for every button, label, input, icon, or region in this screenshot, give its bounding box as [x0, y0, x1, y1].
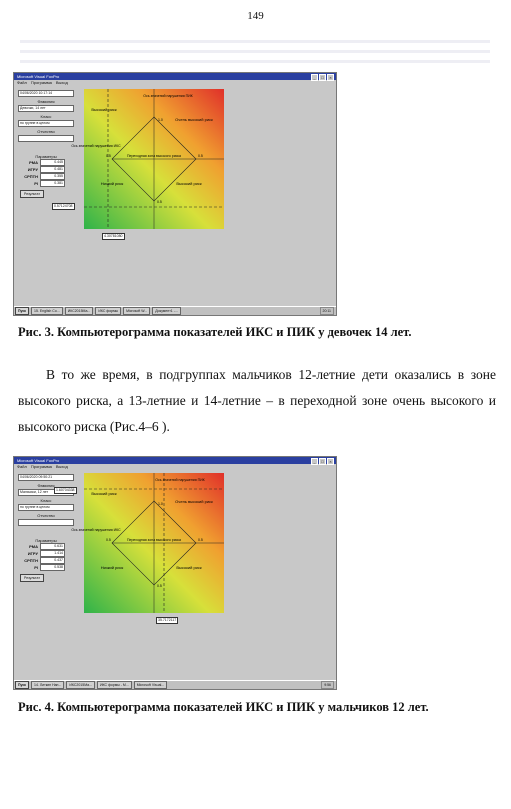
y-value-box: 35.7172117	[158, 618, 177, 622]
params-title: Параметры	[35, 538, 57, 543]
tick-label: 0.5	[106, 538, 111, 542]
label-surname: Фамилия	[37, 99, 55, 104]
bleed-through	[20, 60, 490, 63]
window-titlebar	[14, 73, 336, 80]
taskbar-item[interactable]: ИКС формы	[95, 307, 121, 315]
param-name: СРПТН	[24, 174, 38, 179]
param-row	[16, 543, 76, 550]
taskbar	[14, 680, 336, 689]
label-patronymic: Отчество	[37, 513, 55, 518]
tick-label: 1.0	[158, 502, 163, 506]
figure-3-screenshot	[13, 72, 337, 316]
bleed-through	[20, 50, 490, 53]
risk-chart	[71, 473, 224, 613]
label-patronymic: Отчество	[37, 129, 55, 134]
taskbar-item[interactable]: Microsoft Visual...	[134, 681, 168, 689]
risk-chart	[71, 89, 224, 229]
window-title: Microsoft Visual FoxPro	[17, 458, 60, 463]
window-title: Microsoft Visual FoxPro	[17, 74, 60, 79]
zone-label: Очень высокий риск	[175, 499, 213, 504]
zone-label: Ось значений нарушения ПИК	[155, 478, 205, 482]
tick-label: 0.5	[198, 154, 203, 158]
menu-item-file[interactable]: Файл	[17, 464, 27, 469]
taskbar-item[interactable]: 15. English Co...	[31, 307, 63, 315]
param-row	[16, 159, 76, 166]
zone-label: Переходная зона высокого риска	[127, 538, 181, 542]
taskbar-clock: 20:11	[320, 307, 335, 315]
param-value[interactable]: 0.437	[40, 557, 65, 564]
body-paragraph: В то же время, в подгруппах мальчиков 12-летние дети оказались в зоне высокого риска, а 13-летние и 14-летние – в переходной зоне очень высокого и высокого риска (Рис.4–6 ).	[18, 367, 496, 434]
taskbar-item[interactable]: 14. Литкин Нап...	[31, 681, 64, 689]
param-value[interactable]: 1.414	[40, 550, 65, 557]
y-value-box: 4.30781080	[104, 234, 123, 238]
zone-label: Низкий риск	[100, 181, 124, 186]
param-name: PI	[34, 181, 38, 186]
menu-item-file[interactable]: Файл	[17, 80, 27, 85]
param-name: СРПТН	[24, 558, 38, 563]
params-title: Параметры	[35, 154, 57, 159]
zone-label: Ось значений нарушения ИКС	[71, 144, 121, 148]
param-name: ИГРУ	[27, 167, 38, 172]
zone-label: Высокий риск	[176, 181, 202, 186]
result-button[interactable]: Результат	[20, 574, 44, 582]
figure-3-caption: Рис. 3. Компьютерограмма показателей ИКС и ПИК у девочек 14 лет.	[18, 325, 412, 339]
tick-label: 0.5	[157, 200, 162, 204]
x-value-box: 0.57124708	[54, 204, 73, 208]
taskbar-clock: 9:56	[321, 681, 334, 689]
patronymic-field[interactable]	[18, 519, 74, 526]
class-field[interactable]: по группе в целом	[18, 120, 74, 127]
param-row	[16, 173, 76, 180]
figure-4-caption: Рис. 4. Компьютерограмма показателей ИКС и ПИК у мальчиков 12 лет.	[18, 700, 429, 714]
param-row	[16, 564, 76, 571]
param-row	[16, 180, 76, 187]
risk-chart-svg	[71, 89, 224, 229]
zone-label: Очень высокий риск	[175, 117, 213, 122]
tick-label: 0.5	[198, 538, 203, 542]
risk-chart-svg	[71, 473, 224, 613]
param-name: PI	[34, 565, 38, 570]
menu-item-exit[interactable]: Выход	[55, 80, 68, 85]
x-value-box: 1.60704338	[56, 488, 75, 492]
param-value[interactable]: 0.481	[40, 166, 65, 173]
param-value[interactable]: 0.631	[40, 543, 65, 550]
label-surname: Фамилия	[37, 483, 55, 488]
param-value[interactable]: 0.355	[40, 173, 65, 180]
close-icon[interactable]: ×	[327, 74, 334, 81]
figure-4-screenshot	[13, 456, 337, 690]
menu-bar	[14, 80, 336, 86]
param-row	[16, 550, 76, 557]
tick-label: 0.5	[157, 584, 162, 588]
maximize-icon[interactable]: □	[319, 74, 326, 81]
label-class: Класс	[40, 498, 52, 503]
param-value[interactable]: 0.381	[40, 180, 65, 187]
tick-label: 1.0	[158, 118, 163, 122]
taskbar-item[interactable]: ИКС формы - М...	[97, 681, 132, 689]
result-button[interactable]: Результат	[20, 190, 44, 198]
patronymic-field[interactable]	[18, 135, 74, 142]
param-value[interactable]: 0.538	[40, 564, 65, 571]
menu-bar	[14, 464, 336, 470]
close-icon[interactable]: ×	[327, 458, 334, 465]
start-button[interactable]: Пуск	[15, 681, 29, 689]
label-class: Класс	[40, 114, 52, 119]
left-panel	[16, 89, 76, 198]
zone-label: Низкий риск	[100, 565, 124, 570]
zone-label: Высокий риск	[91, 107, 117, 112]
minimize-icon[interactable]: _	[311, 74, 318, 81]
name-field[interactable]: Девочки, 14 лет	[18, 105, 74, 112]
zone-label: Высокий риск	[91, 491, 117, 496]
param-row	[16, 557, 76, 564]
param-name: РМА	[29, 160, 38, 165]
name-field[interactable]: Мальчики, 12 лет	[18, 489, 74, 496]
tick-label: 0.5	[106, 154, 111, 158]
menu-item-program[interactable]: Программа	[30, 80, 52, 85]
param-row	[16, 166, 76, 173]
taskbar-item[interactable]: ИКС2015Ма...	[66, 681, 95, 689]
window-controls	[311, 458, 334, 465]
date-field[interactable]: 04/06/2020 10:17:14	[18, 90, 74, 97]
param-name: ИГРУ	[27, 551, 38, 556]
zone-label: Переходная зона высокого риска	[127, 154, 181, 158]
menu-item-program[interactable]: Программа	[30, 464, 52, 469]
page-number: 149	[247, 10, 264, 22]
window-titlebar	[14, 457, 336, 464]
zone-label: Высокий риск	[176, 565, 202, 570]
start-button[interactable]: Пуск	[15, 307, 29, 315]
bleed-through	[20, 40, 490, 43]
taskbar-item[interactable]: Документ1 -...	[152, 307, 181, 315]
taskbar-item[interactable]: ИКС2015Ма...	[65, 307, 94, 315]
zone-label: Ось значений нарушения ПИК	[143, 94, 193, 98]
minimize-icon[interactable]: _	[311, 458, 318, 465]
class-field[interactable]: по группе в целом	[18, 504, 74, 511]
zone-label: Ось значений нарушения ИКС	[71, 528, 121, 532]
param-value[interactable]: 0.445	[40, 159, 65, 166]
window-controls	[311, 74, 334, 81]
taskbar	[14, 306, 336, 315]
param-name: РМА	[29, 544, 38, 549]
menu-item-exit[interactable]: Выход	[55, 464, 68, 469]
maximize-icon[interactable]: □	[319, 458, 326, 465]
date-field[interactable]: 04/06/2020 09:50:21	[18, 474, 74, 481]
taskbar-item[interactable]: Microsoft W...	[123, 307, 150, 315]
